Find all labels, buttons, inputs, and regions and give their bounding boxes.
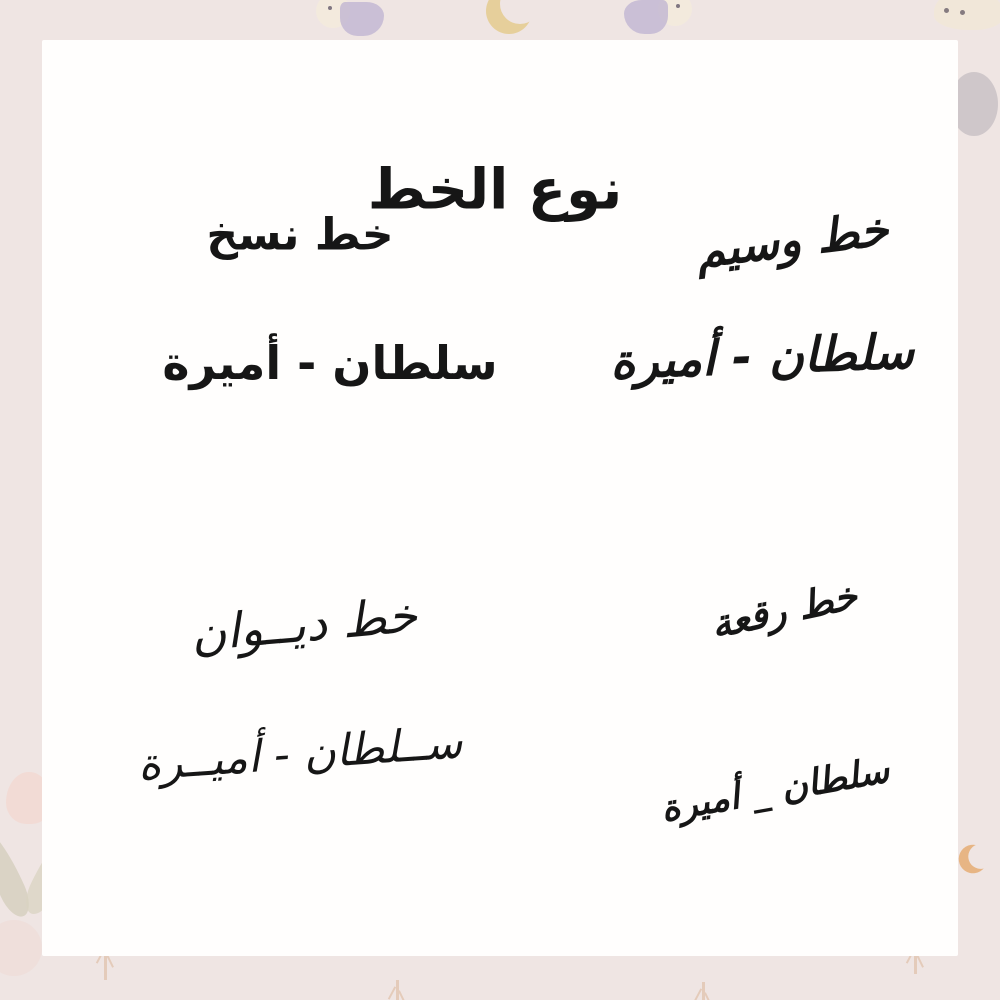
orange-crescent-icon bbox=[956, 842, 991, 877]
ruqah-sample-text: سلطان _ أميرة bbox=[657, 749, 893, 831]
twig-sprig-icon bbox=[396, 980, 399, 1000]
wasim-sample-text: سلطان - أميرة bbox=[609, 323, 915, 391]
bunny-with-bow-icon bbox=[612, 0, 692, 42]
bunny-eye-icon bbox=[676, 4, 680, 8]
yellow-crescent-moon-icon bbox=[486, 0, 532, 34]
teddy-corner-icon bbox=[934, 0, 1000, 30]
bunny-bow-icon bbox=[624, 0, 668, 34]
bunny-doll-icon bbox=[316, 0, 396, 44]
bunny-dress-icon bbox=[340, 2, 384, 36]
diwani-font-label: خط ديــوان bbox=[188, 587, 420, 663]
ruqah-font-label: خط رقعة bbox=[707, 573, 861, 647]
diwani-sample-text: ســلطان - أميــرة bbox=[136, 717, 464, 791]
wasim-font-label: خط وسيم bbox=[692, 201, 892, 279]
bunny-eye-icon bbox=[328, 6, 332, 10]
page-title: نوع الخط bbox=[367, 157, 623, 223]
naskh-sample-text: سلطان - أميرة bbox=[162, 336, 498, 390]
calligraphy-card bbox=[42, 40, 958, 956]
naskh-font-label: خط نسخ bbox=[206, 209, 394, 261]
twig-sprig-icon bbox=[702, 982, 705, 1000]
